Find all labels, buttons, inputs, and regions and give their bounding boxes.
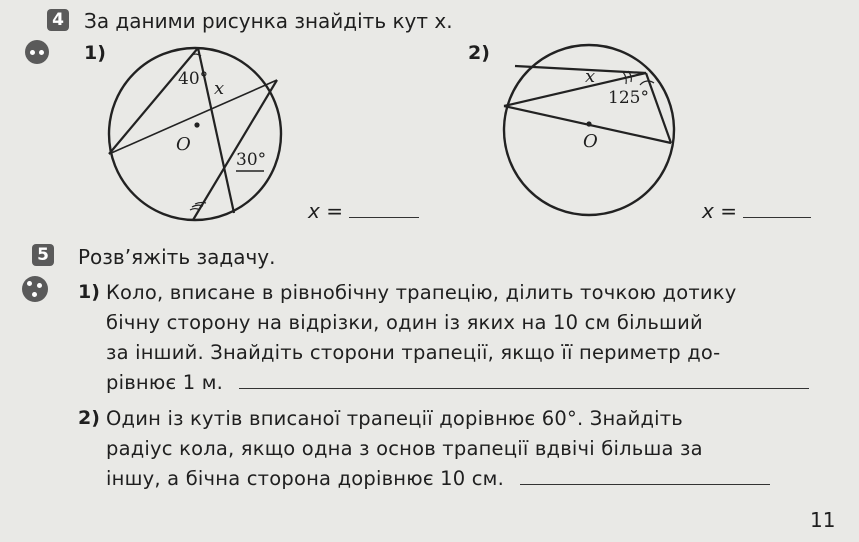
answer-2-label: x = [702, 199, 737, 223]
task-5-badge: 5 [32, 244, 54, 266]
task-5-title: Розв’яжіть задачу. [78, 245, 276, 269]
problem-1-line [106, 368, 846, 398]
dice-two-icon [25, 40, 49, 64]
x-label-fig1: x [214, 78, 225, 99]
center-o-fig1: O [176, 134, 191, 155]
problem-1-line: бічну сторону на відрізки, один із яких на 10 см більший [106, 311, 703, 334]
answer-1 [308, 199, 419, 223]
task-4-badge: 4 [47, 9, 69, 31]
fig-2-label: 2) [468, 42, 490, 64]
angle-30-label: 30° [236, 150, 267, 170]
problem-1-line: Коло, вписане в рівнобічну трапецію, ділить точкою дотику [106, 281, 737, 304]
problem-1-line: за інший. Знайдіть сторони трапеції, якщо її периметр до- [106, 341, 721, 364]
dice-three-icon [22, 276, 48, 302]
answer-2-blank[interactable] [743, 217, 811, 218]
problem-2-line [106, 464, 846, 494]
page-number: 11 [810, 508, 836, 532]
problem-1-line-last: рівнює 1 м. [106, 371, 224, 394]
answer-1-blank[interactable] [349, 217, 419, 218]
center-o-fig2: O [583, 131, 598, 152]
problem-2-answer-blank[interactable] [520, 484, 770, 485]
problem-2-text [106, 404, 846, 494]
figure-2-circle [494, 40, 684, 218]
answer-2 [702, 199, 811, 223]
task-4-title: За даними рисунка знайдіть кут x. [84, 9, 453, 33]
problem-1-answer-blank[interactable] [239, 388, 809, 389]
angle-40-label: 40° [178, 69, 209, 89]
problem-1-number: 1) [78, 281, 100, 303]
figure-1-circle [100, 44, 290, 222]
problem-2-line-last: іншу, а бічна сторона дорівнює 10 см. [106, 467, 504, 490]
problem-2-line: радіус кола, якщо одна з основ трапеції вдвічі більша за [106, 437, 703, 460]
fig-1-label: 1) [84, 42, 106, 64]
answer-1-label: x = [308, 199, 343, 223]
x-label-fig2: x [585, 66, 596, 87]
problem-2-number: 2) [78, 407, 100, 429]
angle-125-label: 125° [608, 88, 649, 108]
problem-1-text [106, 278, 846, 398]
problem-2-line: Один із кутів вписаної трапеції дорівнює 60°. Знайдіть [106, 407, 683, 430]
